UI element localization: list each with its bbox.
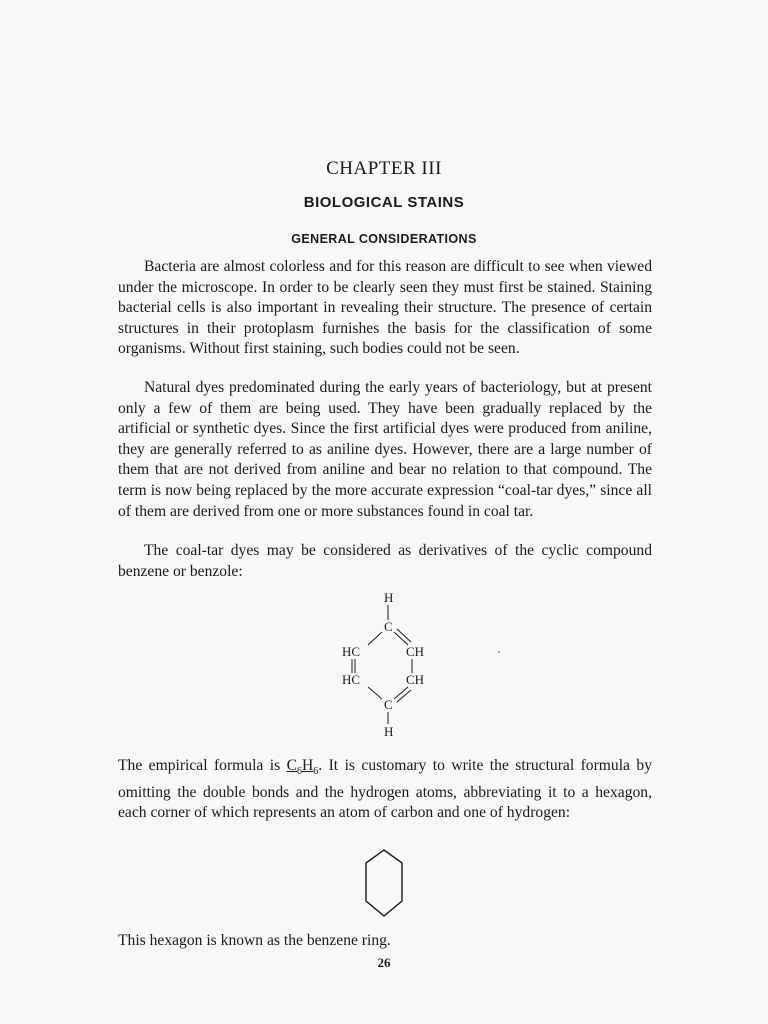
paragraph-text [118, 756, 652, 824]
paragraph-text: This hexagon is known as the benzene ring. [118, 932, 391, 949]
chapter-heading: CHAPTER III [326, 158, 442, 179]
text-before-formula: The empirical formula is [118, 757, 287, 774]
formula-top-h: H [384, 590, 394, 605]
paragraph-bacteria [118, 257, 652, 360]
page-number: 26 [377, 955, 391, 970]
formula-bottom-c: C [384, 697, 393, 712]
print-speck [498, 651, 500, 653]
empirical-formula [286, 757, 319, 778]
paragraph-text: Natural dyes predominated during the early years of bacteriology, but at present only a few of them are being used. They have been gradually replaced by the artificial or synthetic dyes. Since the first artificial dyes were produced from aniline, they are generally referred to as aniline dyes. However, there are a large number of them that are not derived from aniline and bear no relation to that compound. The term is now being replaced by the more accurate expression “coal-tar dyes,” since all of them are derived from one or more substances found in coal tar. [118, 379, 652, 520]
formula-carbon: C [286, 757, 298, 774]
paragraph-coal-tar [118, 541, 652, 582]
paragraph-empirical-formula [118, 756, 652, 824]
formula-hydrogen: H [302, 757, 314, 774]
formula-right-lower: CH [406, 672, 425, 687]
formula-hydrogen-count: 6 [313, 766, 319, 778]
formula-carbon-count: 6 [297, 766, 303, 778]
formula-left-lower: HC [342, 672, 361, 687]
formula-right-upper: CH [406, 644, 425, 659]
paragraph-natural-dyes [118, 378, 652, 522]
formula-left-upper: HC [342, 644, 361, 659]
benzene-ring-hexagon [362, 848, 412, 920]
benzene-structural-formula [330, 588, 450, 738]
section-heading: GENERAL CONSIDERATIONS [291, 232, 477, 246]
paragraph-benzene-ring [118, 931, 652, 952]
formula-bottom-h: H [384, 724, 394, 738]
chapter-title: BIOLOGICAL STAINS [303, 194, 465, 211]
paragraph-text: Bacteria are almost colorless and for this reason are difficult to see when viewed under the microscope. In order to be clearly seen they must first be stained. Staining bacterial cells is also important in revealing their structure. The presence of certain structures in their protoplasm furnishes the basis for the classification of some organisms. Without first staining, such bodies could not be seen. [118, 258, 652, 358]
text-after-formula: . It is customary to write the structural formula by omitting the double bonds and the hydrogen atoms, abbreviating it to a hexagon, each corner of which represents an atom of carbon and one of hydrogen: [118, 757, 652, 822]
formula-top-c: C [384, 619, 393, 634]
paragraph-text: The coal-tar dyes may be considered as derivatives of the cyclic compound benzene or benzole: [118, 542, 652, 580]
